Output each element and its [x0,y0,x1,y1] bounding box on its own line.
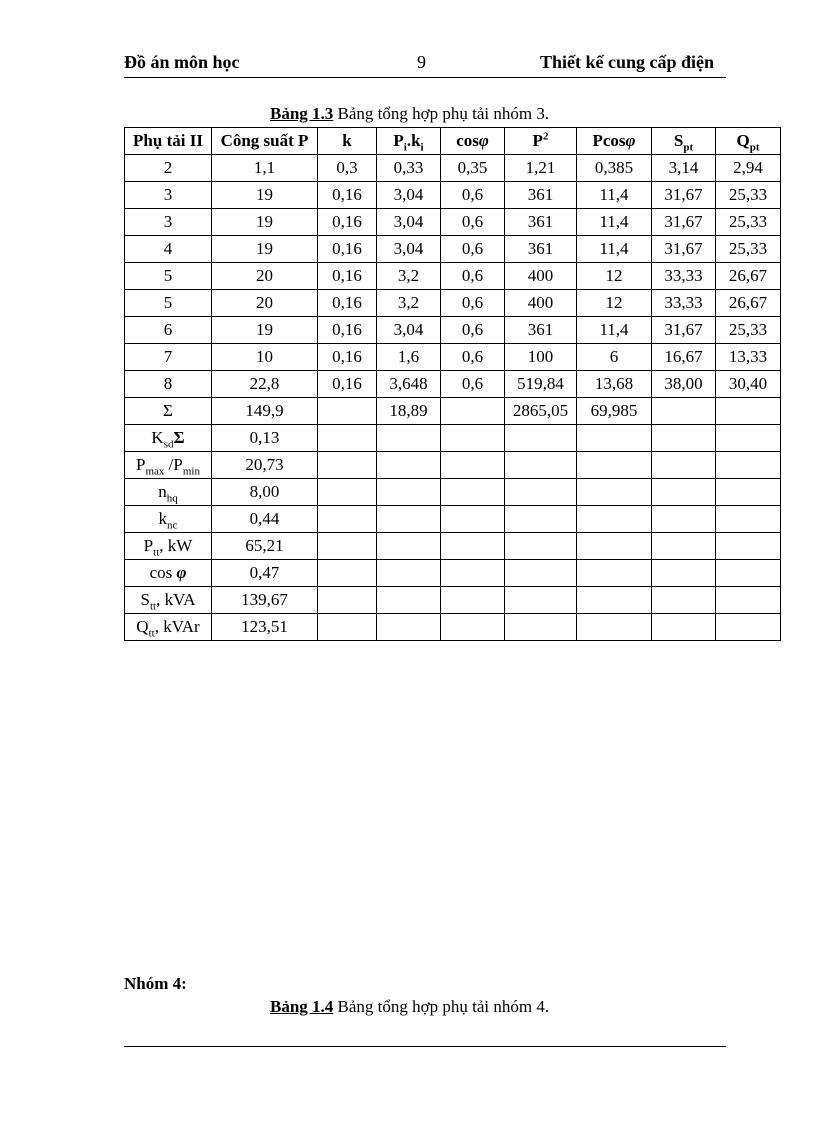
table-cell: 0,6 [441,344,505,371]
table-cell: 33,33 [652,290,716,317]
header-pk: $P_i.k_i$ [377,128,441,155]
table-cell: 26,67 [716,290,781,317]
table-cell: 0,16 [318,317,377,344]
ksd-label: $K_{sd}\Sigma$ [125,425,212,452]
phi-symbol: φ [625,131,636,150]
table-cell: 0,16 [318,182,377,209]
table-cell: 11,4 [577,236,652,263]
table-cell: 400 [505,263,577,290]
table-cell: 0,16 [318,344,377,371]
knc-value: 0,44 [212,506,318,533]
sum-symbol: Σ [125,398,212,425]
table-cell: 0,33 [377,155,441,182]
header-spt: $S_{pt}$ [652,128,716,155]
summary-row-stt [125,587,781,614]
table-cell: 400 [505,290,577,317]
table-cell: 361 [505,317,577,344]
table-cell: 33,33 [652,263,716,290]
table-cell: 0,3 [318,155,377,182]
table-cell [652,398,716,425]
summary-row-ksd [125,425,781,452]
table-cell: 1,21 [505,155,577,182]
table-cell: 2,94 [716,155,781,182]
table-cell: 19 [212,209,318,236]
table-cell: 31,67 [652,182,716,209]
header-phu-tai: Phụ tải II [125,128,212,155]
summary-row-nhq [125,479,781,506]
table-cell: 25,33 [716,236,781,263]
header-p-squared: $P^2$ [505,128,577,155]
table-cell: 2865,05 [505,398,577,425]
header-qpt: $Q_{pt}$ [716,128,781,155]
table-cell: 3 [125,182,212,209]
group-4-label: Nhóm 4: [124,974,187,993]
table-cell: 0,6 [441,236,505,263]
summary-row-qtt [125,614,781,641]
stt-label: $S_{tt}$, kVA [125,587,212,614]
table-cell: 20 [212,263,318,290]
table-cell: 31,67 [652,209,716,236]
table-row [125,236,781,263]
phi-symbol: φ [176,563,187,582]
table-cell: 19 [212,236,318,263]
table-cell: 6 [577,344,652,371]
table-cell: 8 [125,371,212,398]
ptt-label: $P_{tt}$, kW [125,533,212,560]
table-cell: 3,04 [377,182,441,209]
table-cell: 0,385 [577,155,652,182]
summary-row-cos-phi [125,560,781,587]
table-cell: 3,04 [377,209,441,236]
table-row [125,290,781,317]
cos-phi-value: 0,47 [212,560,318,587]
table-cell: 4 [125,236,212,263]
page-number: 9 [417,52,426,72]
header-cos-phi: cosφ [441,128,505,155]
ksd-value: 0,13 [212,425,318,452]
table-cell: 0,6 [441,317,505,344]
table-cell: 19 [212,317,318,344]
table-1-3-caption [270,104,549,124]
table-cell: 3,2 [377,290,441,317]
table-cell [716,398,781,425]
table-cell: 3,04 [377,317,441,344]
nhq-value: 8,00 [212,479,318,506]
table-cell: 25,33 [716,209,781,236]
table-cell: 2 [125,155,212,182]
table-cell: 0,35 [441,155,505,182]
table-cell: 3,648 [377,371,441,398]
table-cell: 0,6 [441,209,505,236]
table-cell: 20 [212,290,318,317]
table-cell: 0,6 [441,371,505,398]
table-row [125,209,781,236]
stt-value: 139,67 [212,587,318,614]
table-row [125,344,781,371]
ptt-value: 65,21 [212,533,318,560]
cos-phi-label: cos φ [125,560,212,587]
table-cell: 19 [212,182,318,209]
table-cell: 30,40 [716,371,781,398]
summary-row-pmax-pmin [125,452,781,479]
table-row [125,182,781,209]
table-cell: 0,16 [318,209,377,236]
table-cell: 11,4 [577,182,652,209]
table-cell: 3,2 [377,263,441,290]
table-1-4-caption-label: Bảng 1.4 [270,997,334,1016]
header-right: Thiết kế cung cấp điện [540,52,715,72]
table-cell: 13,33 [716,344,781,371]
table-cell [318,398,377,425]
table-cell: 0,16 [318,290,377,317]
table-cell: 519,84 [505,371,577,398]
table-row [125,317,781,344]
table-row [125,263,781,290]
table-cell: 5 [125,290,212,317]
summary-row-knc [125,506,781,533]
pmax-pmin-value: 20,73 [212,452,318,479]
table-cell: 0,16 [318,263,377,290]
table-row [125,155,781,182]
header-cong-suat: Công suất P [212,128,318,155]
table-cell: 3 [125,209,212,236]
table-cell: 69,985 [577,398,652,425]
header-k: k [318,128,377,155]
table-cell: 0,6 [441,182,505,209]
table-cell: 5 [125,263,212,290]
table-cell: 1,6 [377,344,441,371]
table-cell: 7 [125,344,212,371]
table-cell: 26,67 [716,263,781,290]
table-cell: 0,6 [441,263,505,290]
table-cell: 13,68 [577,371,652,398]
table-cell: 22,8 [212,371,318,398]
table-cell: 31,67 [652,317,716,344]
table-cell: 18,89 [377,398,441,425]
table-cell: 361 [505,209,577,236]
table-cell: 0,16 [318,371,377,398]
table-cell: 0,6 [441,290,505,317]
table-cell: 3,04 [377,236,441,263]
table-1-4-caption [270,997,549,1017]
header-pcos-phi: Pcosφ [577,128,652,155]
table-cell: 0,16 [318,236,377,263]
table-cell: 1,1 [212,155,318,182]
table-cell: 3,14 [652,155,716,182]
qtt-value: 123,51 [212,614,318,641]
sum-row [125,398,781,425]
pmax-pmin-label: $P_{max}$ $/P_{min}$ [125,452,212,479]
nhq-label: $n_{hq}$ [125,479,212,506]
phi-symbol: φ [478,131,489,150]
table-1-3-caption-text: Bảng tổng hợp phụ tải nhóm 3. [333,104,550,123]
knc-label: $k_{nc}$ [125,506,212,533]
table-cell: 10 [212,344,318,371]
table-cell: 100 [505,344,577,371]
header-rule [124,77,726,78]
table-cell: 25,33 [716,182,781,209]
table-cell: 361 [505,182,577,209]
table-cell: 31,67 [652,236,716,263]
table-cell: 361 [505,236,577,263]
table-cell: 11,4 [577,209,652,236]
table-1-4-caption-text: Bảng tổng hợp phụ tải nhóm 4. [333,997,550,1016]
table-cell: 25,33 [716,317,781,344]
table-row [125,371,781,398]
table-cell [441,398,505,425]
table-cell: 12 [577,290,652,317]
table-cell: 11,4 [577,317,652,344]
table-1-3-caption-label: Bảng 1.3 [270,104,334,123]
table-cell: 12 [577,263,652,290]
footer-rule [124,1046,726,1047]
table-cell: 6 [125,317,212,344]
load-summary-table [124,127,781,641]
table-cell: 16,67 [652,344,716,371]
table-cell: 38,00 [652,371,716,398]
summary-row-ptt [125,533,781,560]
header-left: Đồ án môn học [124,52,240,72]
qtt-label: $Q_{tt}$, kVAr [125,614,212,641]
table-cell: 149,9 [212,398,318,425]
table-header-row [125,128,781,155]
